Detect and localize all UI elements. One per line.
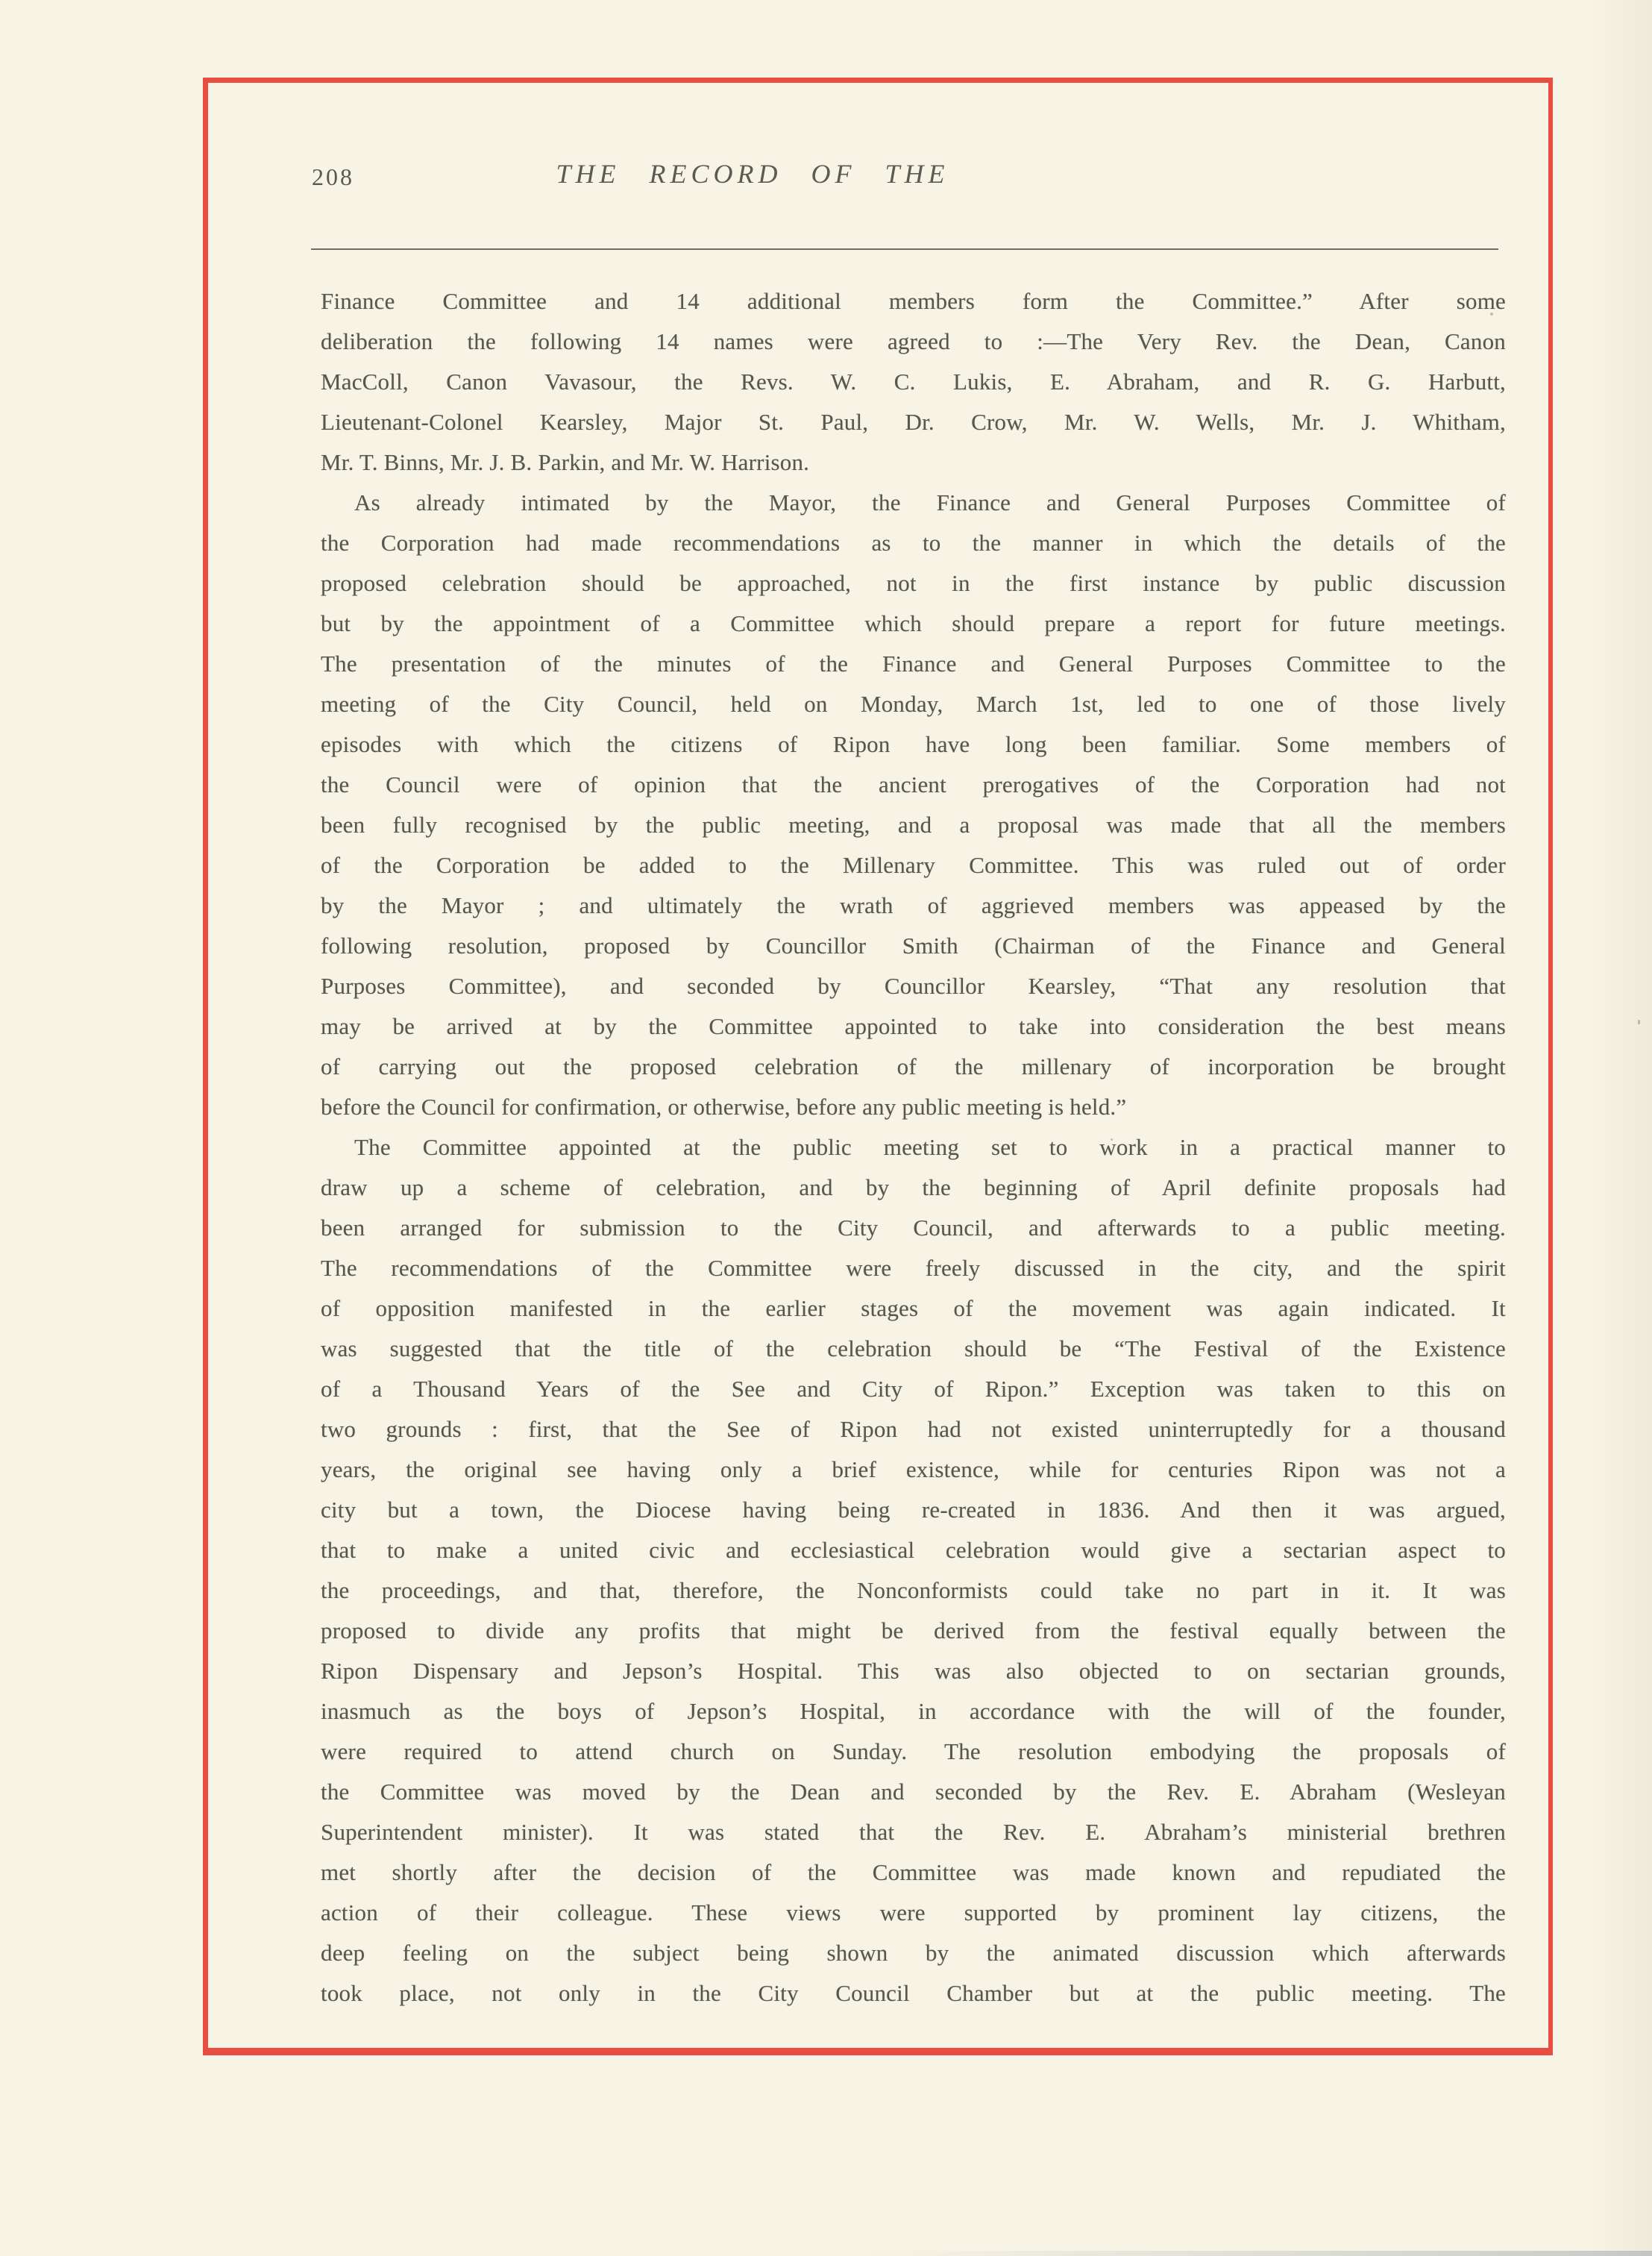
text-line: episodes with which the citizens of Ripon have long been familiar. Some members of [321, 731, 1506, 757]
text-line: took place, not only in the City Council Chamber but at the public meeting. The [321, 1980, 1506, 2006]
text-line: Mr. T. Binns, Mr. J. B. Parkin, and Mr. W. Harrison. [321, 449, 810, 475]
text-line: following resolution, proposed by Councillor Smith (Chairman of the Finance and General [321, 933, 1506, 959]
text-line: The Committee appointed at the public meeting set to work in a practical manner to [354, 1134, 1506, 1160]
text-line: the Corporation had made recommendations as to the manner in which the details of the [321, 530, 1506, 556]
text-line: Purposes Committee), and seconded by Councillor Kearsley, “That any resolution that [321, 973, 1506, 999]
text-line: deep feeling on the subject being shown by the animated discussion which afterwards [321, 1940, 1506, 1966]
text-line: Ripon Dispensary and Jepson’s Hospital. This was also objected to on sectarian grounds, [321, 1658, 1506, 1684]
paragraph [321, 281, 1506, 483]
text-line: Lieutenant-Colonel Kearsley, Major St. Paul, Dr. Crow, Mr. W. Wells, Mr. J. Whitham, [321, 409, 1506, 435]
text-line: were required to attend church on Sunday. The resolution embodying the proposals of [321, 1738, 1506, 1764]
text-line: action of their colleague. These views were supported by prominent lay citizens, the [321, 1899, 1506, 1926]
text-line: been fully recognised by the public meeting, and a proposal was made that all the members [321, 812, 1506, 838]
text-line: deliberation the following 14 names were agreed to :—The Very Rev. the Dean, Canon [321, 328, 1506, 354]
scan-speck [1490, 313, 1493, 316]
text-line: the Council were of opinion that the ancient prerogatives of the Corporation had not [321, 771, 1506, 798]
running-header-title: THE RECORD OF THE [556, 159, 949, 189]
red-border-frame [203, 78, 1553, 2055]
header-rule [311, 248, 1498, 250]
text-line: city but a town, the Diocese having being re-created in 1836. And then it was argued, [321, 1497, 1506, 1523]
text-line: meeting of the City Council, held on Monday, March 1st, led to one of those lively [321, 691, 1506, 717]
text-line: inasmuch as the boys of Jepson’s Hospital, in accordance with the will of the founder, [321, 1698, 1506, 1724]
text-line: of the Corporation be added to the Millenary Committee. This was ruled out of order [321, 852, 1506, 878]
text-line: The presentation of the minutes of the Finance and General Purposes Committee to the [321, 651, 1506, 677]
body-text [321, 281, 1506, 2014]
paragraph [321, 483, 1506, 1127]
text-line: As already intimated by the Mayor, the Finance and General Purposes Committee of [354, 489, 1506, 516]
text-line: by the Mayor ; and ultimately the wrath of aggrieved members was appeased by the [321, 892, 1506, 918]
text-line: The recommendations of the Committee were freely discussed in the city, and the spirit [321, 1255, 1506, 1281]
text-line: years, the original see having only a brief existence, while for centuries Ripon was not a [321, 1456, 1506, 1482]
text-line: that to make a united civic and ecclesiastical celebration would give a sectarian aspect to [321, 1537, 1506, 1563]
text-line: Finance Committee and 14 additional members form the Committee.” After some [321, 288, 1506, 314]
text-line: Superintendent minister). It was stated that the Rev. E. Abraham’s ministerial brethren [321, 1819, 1506, 1845]
scan-speck [1111, 1138, 1113, 1141]
text-line: was suggested that the title of the celebration should be “The Festival of the Existence [321, 1335, 1506, 1362]
text-line: met shortly after the decision of the Committee was made known and repudiated the [321, 1859, 1506, 1885]
text-line: of opposition manifested in the earlier stages of the movement was again indicated. It [321, 1295, 1506, 1321]
text-line: but by the appointment of a Committee which should prepare a report for future meetings. [321, 610, 1506, 636]
text-line: two grounds : first, that the See of Ripon had not existed uninterruptedly for a thousand [321, 1416, 1506, 1442]
page-number: 208 [312, 163, 354, 190]
text-line: draw up a scheme of celebration, and by the beginning of April definite proposals had [321, 1174, 1506, 1200]
text-line: MacColl, Canon Vavasour, the Revs. W. C. Lukis, E. Abraham, and R. G. Harbutt, [321, 369, 1506, 395]
text-line: before the Council for confirmation, or otherwise, before any public meeting is held.” [321, 1094, 1127, 1120]
text-line: may be arrived at by the Committee appointed to take into consideration the best means [321, 1013, 1506, 1039]
text-line: proposed celebration should be approached, not in the first instance by public discussion [321, 570, 1506, 596]
text-line: of a Thousand Years of the See and City of Ripon.” Exception was taken to this on [321, 1376, 1506, 1402]
text-line: of carrying out the proposed celebration of the millenary of incorporation be brought [321, 1053, 1506, 1080]
scan-speck [1638, 1020, 1640, 1024]
text-line: the proceedings, and that, therefore, the Nonconformists could take no part in it. It was [321, 1577, 1506, 1603]
text-line: been arranged for submission to the City Council, and afterwards to a public meeting. [321, 1215, 1506, 1241]
text-line: proposed to divide any profits that might be derived from the festival equally between the [321, 1617, 1506, 1644]
paragraph [321, 1127, 1506, 2014]
scan-edge-artifact [859, 2251, 1652, 2256]
text-line: the Committee was moved by the Dean and seconded by the Rev. E. Abraham (Wesleyan [321, 1779, 1506, 1805]
